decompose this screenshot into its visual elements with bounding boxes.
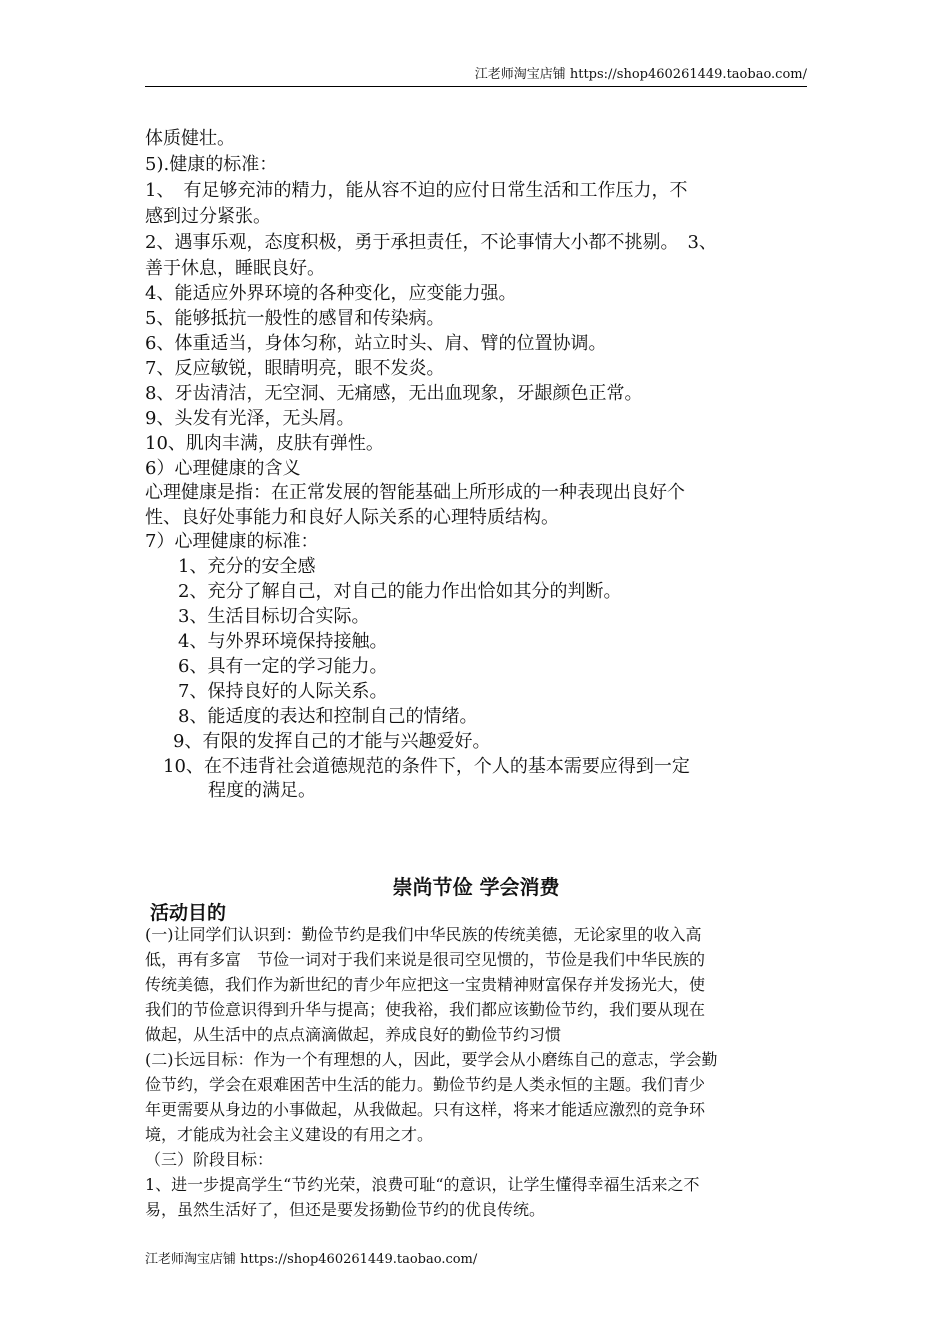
text-line: 2、充分了解自己，对自己的能力作出恰如其分的判断。 xyxy=(178,581,622,602)
text-line: 俭节约，学会在艰难困苦中生活的能力。勤俭节约是人类永恒的主题。我们青少 xyxy=(145,1075,706,1094)
text-line: 6、体重适当，身体匀称，站立时头、肩、臂的位置协调。 xyxy=(145,333,607,354)
text-line: 6、具有一定的学习能力。 xyxy=(178,656,388,677)
text-line: 年更需要从身边的小事做起，从我做起。只有这样，将来才能适应激烈的竞争环 xyxy=(145,1100,706,1119)
text-line: (二)长远目标：作为一个有理想的人，因此，要学会从小磨练自己的意志，学会勤 xyxy=(145,1050,718,1069)
text-line: 心理健康是指：在正常发展的智能基础上所形成的一种表现出良好个 xyxy=(145,482,685,503)
text-line: 易，虽然生活好了，但还是要发扬勤俭节约的优良传统。 xyxy=(145,1200,546,1219)
text-line: 感到过分紧张。 xyxy=(145,206,271,227)
text-line: 传统美德，我们作为新世纪的青少年应把这一宝贵精神财富保存并发扬光大，使 xyxy=(145,975,706,994)
text-line: 3、生活目标切合实际。 xyxy=(178,606,370,627)
header-divider xyxy=(145,86,807,87)
text-line: 境，才能成为社会主义建设的有用之才。 xyxy=(145,1125,434,1144)
text-line: 8、能适度的表达和控制自己的情绪。 xyxy=(178,706,478,727)
text-line: 我们的节俭意识得到升华与提高；使我裕，我们都应该勤俭节约，我们要从现在 xyxy=(145,1000,706,1019)
text-line: 4、与外界环境保持接触。 xyxy=(178,631,388,652)
page-header: 江老师淘宝店铺 https://shop460261449.taobao.com/ xyxy=(474,67,807,82)
text-line: 7、保持良好的人际关系。 xyxy=(178,681,388,702)
text-line: 5、能够抵抗一般性的感冒和传染病。 xyxy=(145,308,445,329)
text-line: 6）心理健康的含义 xyxy=(145,458,301,479)
text-line: 程度的满足。 xyxy=(208,780,316,801)
text-line: 1、充分的安全感 xyxy=(178,556,316,577)
text-line: 9、有限的发挥自己的才能与兴趣爱好。 xyxy=(173,731,491,752)
text-line: 5).健康的标准： xyxy=(145,154,278,175)
page-footer: 江老师淘宝店铺 https://shop460261449.taobao.com/ xyxy=(145,1252,478,1267)
text-line: 7）心理健康的标准： xyxy=(145,531,319,552)
text-line: 8、牙齿清洁，无空洞、无痛感，无出血现象，牙龈颜色正常。 xyxy=(145,383,643,404)
text-line: 9、头发有光泽，无头屑。 xyxy=(145,408,355,429)
text-line: 体质健壮。 xyxy=(145,128,235,149)
text-line: 做起，从生活中的点点滴滴做起，养成良好的勤俭节约习惯 xyxy=(145,1025,562,1044)
text-line: 性、良好处事能力和良好人际关系的心理特质结构。 xyxy=(145,507,559,528)
text-line: 7、反应敏锐，眼睛明亮，眼不发炎。 xyxy=(145,358,445,379)
text-line: 1、 有足够充沛的精力，能从容不迫的应付日常生活和工作压力，不 xyxy=(145,180,688,201)
section-title: 崇尚节俭 学会消费 xyxy=(392,875,560,899)
text-line: 4、能适应外界环境的各种变化，应变能力强。 xyxy=(145,283,517,304)
text-line: 2、遇事乐观，态度积极，勇于承担责任，不论事情大小都不挑剔。 3、 xyxy=(145,232,717,253)
text-line: 10、肌肉丰满，皮肤有弹性。 xyxy=(145,433,384,454)
text-line: 低，再有多富 节俭一词对于我们来说是很司空见惯的，节俭是我们中华民族的 xyxy=(145,950,706,969)
text-line: 10、在不违背社会道德规范的条件下，个人的基本需要应得到一定 xyxy=(163,756,690,777)
text-line: 善于休息，睡眠良好。 xyxy=(145,258,325,279)
text-line: 1、进一步提高学生“节约光荣，浪费可耻“的意识，让学生懂得幸福生活来之不 xyxy=(145,1175,700,1194)
text-line: (一)让同学们认识到：勤俭节约是我们中华民族的传统美德，无论家里的收入高 xyxy=(145,925,702,944)
text-line: （三）阶段目标： xyxy=(145,1150,274,1169)
section-subheading: 活动目的 xyxy=(150,902,227,924)
